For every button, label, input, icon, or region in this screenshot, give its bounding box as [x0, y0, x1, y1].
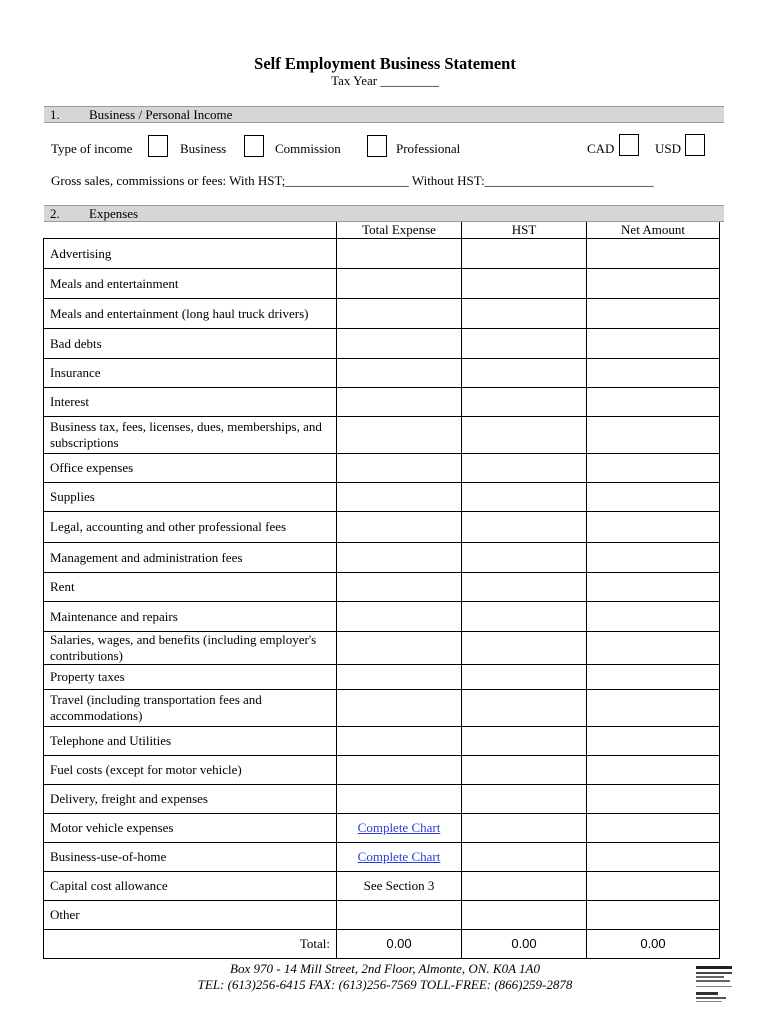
- expense-label: Meals and entertainment (long haul truck drivers): [44, 299, 337, 329]
- business-checkbox[interactable]: [148, 135, 168, 157]
- expense-label: Telephone and Utilities: [44, 727, 337, 756]
- net-amount-cell[interactable]: [587, 329, 720, 359]
- table-row: [44, 269, 720, 299]
- expense-label: Property taxes: [44, 665, 337, 690]
- section-2-number: 2.: [50, 206, 60, 221]
- total-expense-cell[interactable]: [337, 602, 462, 632]
- hst-cell[interactable]: [462, 239, 587, 269]
- hst-cell[interactable]: [462, 417, 587, 454]
- professional-checkbox[interactable]: [367, 135, 387, 157]
- table-row: [44, 543, 720, 573]
- hst-cell[interactable]: [462, 359, 587, 388]
- net-amount-cell[interactable]: [587, 417, 720, 454]
- expense-label: Capital cost allowance: [44, 872, 337, 901]
- table-row: [44, 901, 720, 930]
- hst-cell[interactable]: [462, 632, 587, 665]
- hst-cell[interactable]: [462, 843, 587, 872]
- net-amount-cell[interactable]: [587, 727, 720, 756]
- hst-cell[interactable]: [462, 573, 587, 602]
- hst-cell[interactable]: [462, 901, 587, 930]
- expense-label: Legal, accounting and other professional fees: [44, 512, 337, 543]
- total-expense-cell[interactable]: [337, 299, 462, 329]
- hst-cell[interactable]: [462, 299, 587, 329]
- table-row: [44, 872, 720, 901]
- table-row: [44, 573, 720, 602]
- net-amount-cell[interactable]: [587, 543, 720, 573]
- total-expense-cell[interactable]: [337, 483, 462, 512]
- section-2-label: Expenses: [89, 206, 139, 221]
- table-row: [44, 239, 720, 269]
- total-expense-cell[interactable]: [337, 543, 462, 573]
- cad-option-label: CAD: [587, 141, 615, 156]
- net-amount-cell[interactable]: [587, 665, 720, 690]
- table-row: [44, 814, 720, 843]
- expense-label: Fuel costs (except for motor vehicle): [44, 756, 337, 785]
- hst-cell[interactable]: [462, 727, 587, 756]
- header-blank-cell: [44, 222, 337, 239]
- expense-label: Rent: [44, 573, 337, 602]
- net-amount-cell[interactable]: [587, 388, 720, 417]
- total-expense-cell[interactable]: [337, 843, 462, 872]
- hst-cell[interactable]: [462, 483, 587, 512]
- total-expense-cell[interactable]: [337, 512, 462, 543]
- hst-cell[interactable]: [462, 756, 587, 785]
- hst-cell[interactable]: [462, 785, 587, 814]
- hst-cell[interactable]: [462, 269, 587, 299]
- expense-label: Interest: [44, 388, 337, 417]
- total-expense-cell[interactable]: [337, 690, 462, 727]
- table-row: [44, 602, 720, 632]
- net-amount-cell[interactable]: [587, 872, 720, 901]
- net-amount-cell[interactable]: [587, 632, 720, 665]
- table-row: [44, 417, 720, 454]
- net-amount-cell[interactable]: [587, 483, 720, 512]
- net-amount-cell[interactable]: [587, 843, 720, 872]
- table-row: [44, 665, 720, 690]
- expense-label: Meals and entertainment: [44, 269, 337, 299]
- hst-cell[interactable]: [462, 454, 587, 483]
- expense-label: Salaries, wages, and benefits (including employer's contributions): [44, 632, 337, 665]
- total-expense-cell[interactable]: [337, 359, 462, 388]
- expense-label: Motor vehicle expenses: [44, 814, 337, 843]
- total-expense-cell[interactable]: [337, 785, 462, 814]
- hst-cell[interactable]: [462, 602, 587, 632]
- table-row: [44, 359, 720, 388]
- total-expense-cell[interactable]: [337, 573, 462, 602]
- tax-year-field[interactable]: Tax Year _________: [331, 73, 439, 88]
- footer-address: Box 970 - 14 Mill Street, 2nd Floor, Almonte, ON. K0A 1A0: [230, 961, 540, 976]
- expense-label: Advertising: [44, 239, 337, 269]
- net-amount-cell[interactable]: [587, 239, 720, 269]
- expense-label: Maintenance and repairs: [44, 602, 337, 632]
- total-expense-cell[interactable]: [337, 632, 462, 665]
- table-row: [44, 756, 720, 785]
- expenses-table: [43, 222, 720, 959]
- total-expense-cell[interactable]: [337, 269, 462, 299]
- net-amount-cell[interactable]: [587, 690, 720, 727]
- commission-option-label: Commission: [275, 141, 341, 156]
- net-amount-cell[interactable]: [587, 359, 720, 388]
- net-amount-cell[interactable]: [587, 573, 720, 602]
- hst-cell[interactable]: [462, 329, 587, 359]
- net-amount-cell[interactable]: [587, 814, 720, 843]
- total-expense-cell[interactable]: [337, 665, 462, 690]
- gross-sales-line[interactable]: Gross sales, commissions or fees: With HST;___________________ Without HST:__________________________: [51, 173, 654, 188]
- expense-label: Bad debts: [44, 329, 337, 359]
- hst-cell[interactable]: [462, 665, 587, 690]
- total-expense-cell[interactable]: [337, 872, 462, 901]
- total-expense-cell[interactable]: [337, 417, 462, 454]
- section-2-header: [44, 205, 724, 222]
- expense-label: Business tax, fees, licenses, dues, memberships, and subscriptions: [44, 417, 337, 454]
- table-row: [44, 512, 720, 543]
- section-1-number: 1.: [50, 107, 60, 122]
- hst-sum[interactable]: 0.00: [462, 930, 587, 959]
- complete-chart-link[interactable]: Complete Chart: [357, 849, 441, 864]
- type-of-income-label: Type of income: [51, 141, 133, 156]
- business-option-label: Business: [180, 141, 227, 156]
- table-row: [44, 690, 720, 727]
- table-row: [44, 299, 720, 329]
- hst-cell[interactable]: [462, 690, 587, 727]
- column-hst: HST: [462, 222, 587, 239]
- hst-cell[interactable]: [462, 388, 587, 417]
- total-expense-cell[interactable]: [337, 727, 462, 756]
- total-expense-cell[interactable]: [337, 814, 462, 843]
- total-expense-cell[interactable]: [337, 388, 462, 417]
- total-expense-cell[interactable]: [337, 329, 462, 359]
- hst-cell[interactable]: [462, 512, 587, 543]
- column-net-amount: Net Amount: [587, 222, 720, 239]
- table-row: [44, 329, 720, 359]
- hst-cell[interactable]: [462, 872, 587, 901]
- usd-option-label: USD: [655, 141, 682, 156]
- total-expense-sum[interactable]: 0.00: [337, 930, 462, 959]
- net-amount-sum[interactable]: 0.00: [587, 930, 720, 959]
- totals-row: [44, 930, 720, 959]
- net-amount-cell[interactable]: [587, 602, 720, 632]
- section-1-header: [44, 106, 724, 123]
- footer-phones: TEL: (613)256-6415 FAX: (613)256-7569 TOLL-FREE: (866)259-2878: [197, 977, 573, 992]
- total-expense-cell[interactable]: [337, 454, 462, 483]
- expense-label: Business-use-of-home: [44, 843, 337, 872]
- total-label: Total:: [44, 930, 337, 959]
- expense-label: Delivery, freight and expenses: [44, 785, 337, 814]
- table-row: [44, 454, 720, 483]
- hst-cell[interactable]: [462, 543, 587, 573]
- commission-checkbox[interactable]: [244, 135, 264, 157]
- net-amount-cell[interactable]: [587, 785, 720, 814]
- total-expense-cell[interactable]: [337, 756, 462, 785]
- expense-label: Supplies: [44, 483, 337, 512]
- table-row: [44, 785, 720, 814]
- hst-cell[interactable]: [462, 814, 587, 843]
- table-row: [44, 483, 720, 512]
- cad-checkbox[interactable]: [619, 134, 639, 156]
- total-expense-cell[interactable]: [337, 901, 462, 930]
- net-amount-cell[interactable]: [587, 454, 720, 483]
- section-1-label: Business / Personal Income: [89, 107, 233, 122]
- table-row: [44, 388, 720, 417]
- expense-label: Other: [44, 901, 337, 930]
- expense-label: Management and administration fees: [44, 543, 337, 573]
- page-title: Self Employment Business Statement: [254, 54, 516, 73]
- table-row: [44, 843, 720, 872]
- net-amount-cell[interactable]: [587, 756, 720, 785]
- see-section-note: See Section 3: [363, 878, 435, 893]
- column-total-expense: Total Expense: [337, 222, 462, 239]
- net-amount-cell[interactable]: [587, 299, 720, 329]
- net-amount-cell[interactable]: [587, 512, 720, 543]
- net-amount-cell[interactable]: [587, 269, 720, 299]
- company-logo: [694, 962, 736, 1006]
- table-row: [44, 727, 720, 756]
- professional-option-label: Professional: [396, 141, 461, 156]
- net-amount-cell[interactable]: [587, 901, 720, 930]
- total-expense-cell[interactable]: [337, 239, 462, 269]
- usd-checkbox[interactable]: [685, 134, 705, 156]
- expense-label: Travel (including transportation fees and accommodations): [44, 690, 337, 727]
- expenses-header-row: [44, 222, 720, 239]
- expense-label: Office expenses: [44, 454, 337, 483]
- complete-chart-link[interactable]: Complete Chart: [357, 820, 441, 835]
- expense-label: Insurance: [44, 359, 337, 388]
- table-row: [44, 632, 720, 665]
